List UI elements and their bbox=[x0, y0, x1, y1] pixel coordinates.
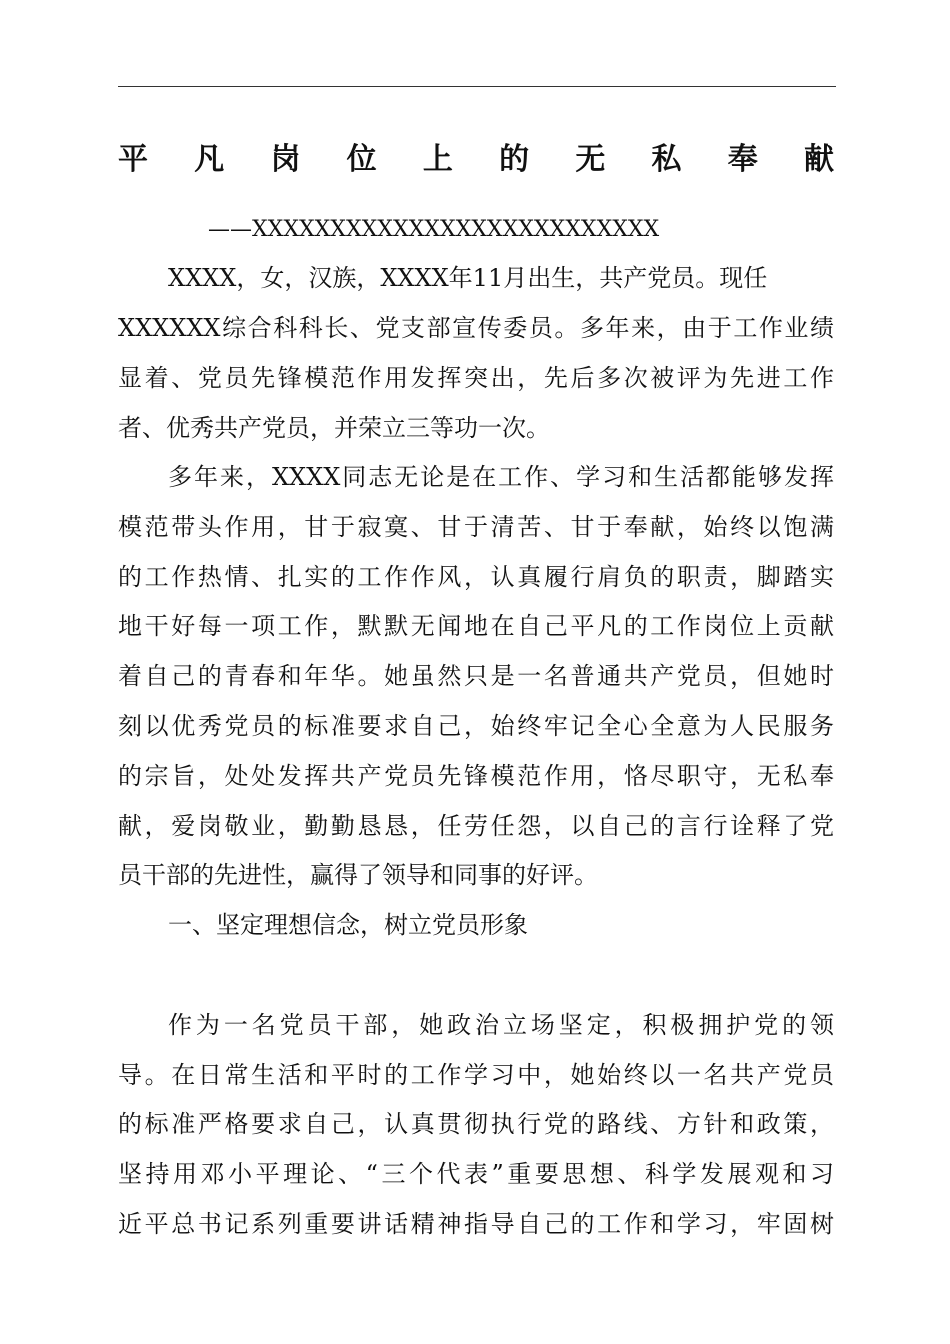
body-line: 者、优秀共产党员，并荣立三等功一次。 bbox=[118, 414, 550, 442]
body-line: 地干好每一项工作，默默无闻地在自己平凡的工作岗位上贡献 bbox=[118, 612, 834, 640]
body-line: 的工作热情、扎实的工作作风，认真履行肩负的职责，脚踏实 bbox=[118, 563, 834, 591]
body-line: 的标准严格要求自己，认真贯彻执行党的路线、方针和政策， bbox=[118, 1110, 834, 1138]
title-char: 无 bbox=[575, 142, 606, 177]
body-line: 导。在日常生活和平时的工作学习中，她始终以一名共产党员 bbox=[118, 1061, 834, 1089]
body-line: 显着、党员先锋模范作用发挥突出，先后多次被评为先进工作 bbox=[118, 364, 834, 392]
title-char: 的 bbox=[499, 142, 530, 177]
title-char: 献 bbox=[803, 142, 834, 177]
body-line: 员干部的先进性，赢得了领导和同事的好评。 bbox=[118, 861, 598, 889]
body-line: 着自己的青春和年华。她虽然只是一名普通共产党员，但她时 bbox=[118, 662, 834, 690]
body-line: 刻以优秀党员的标准要求自己，始终牢记全心全意为人民服务 bbox=[118, 712, 834, 740]
section-heading: 一、坚定理想信念，树立党员形象 bbox=[168, 911, 528, 939]
title-char: 上 bbox=[422, 142, 453, 177]
title-char: 位 bbox=[346, 142, 377, 177]
body-line: 近平总书记系列重要讲话精神指导自己的工作和学习，牢固树 bbox=[118, 1210, 834, 1238]
body-line: 献，爱岗敬业，勤勤恳恳，任劳任怨，以自己的言行诠释了党 bbox=[118, 812, 834, 840]
document-title bbox=[118, 136, 834, 176]
title-char: 平 bbox=[118, 142, 148, 177]
body-line: 多年来，XXXX同志无论是在工作、学习和生活都能够发挥 bbox=[168, 463, 834, 491]
body-line: 坚持用邓小平理论、“三个代表”重要思想、科学发展观和习 bbox=[118, 1160, 834, 1188]
document-subtitle: ——XXXXXXXXXXXXXXXXXXXXXXXXXX bbox=[208, 217, 660, 242]
body-line: 的宗旨，处处发挥共产党员先锋模范作用，恪尽职守，无私奉 bbox=[118, 762, 834, 790]
body-line: XXXXXX综合科科长、党支部宣传委员。多年来，由于工作业绩 bbox=[118, 314, 834, 342]
title-char: 凡 bbox=[194, 142, 225, 177]
body-line: XXXX，女，汉族，XXXX年11月出生，共产党员。现任 bbox=[168, 264, 768, 292]
title-char: 奉 bbox=[727, 142, 758, 177]
header-rule bbox=[118, 86, 836, 87]
body-line: 作为一名党员干部，她政治立场坚定，积极拥护党的领 bbox=[168, 1011, 834, 1039]
title-char: 私 bbox=[651, 142, 682, 177]
title-char: 岗 bbox=[270, 142, 301, 177]
body-line: 模范带头作用，甘于寂寞、甘于清苦、甘于奉献，始终以饱满 bbox=[118, 513, 834, 541]
